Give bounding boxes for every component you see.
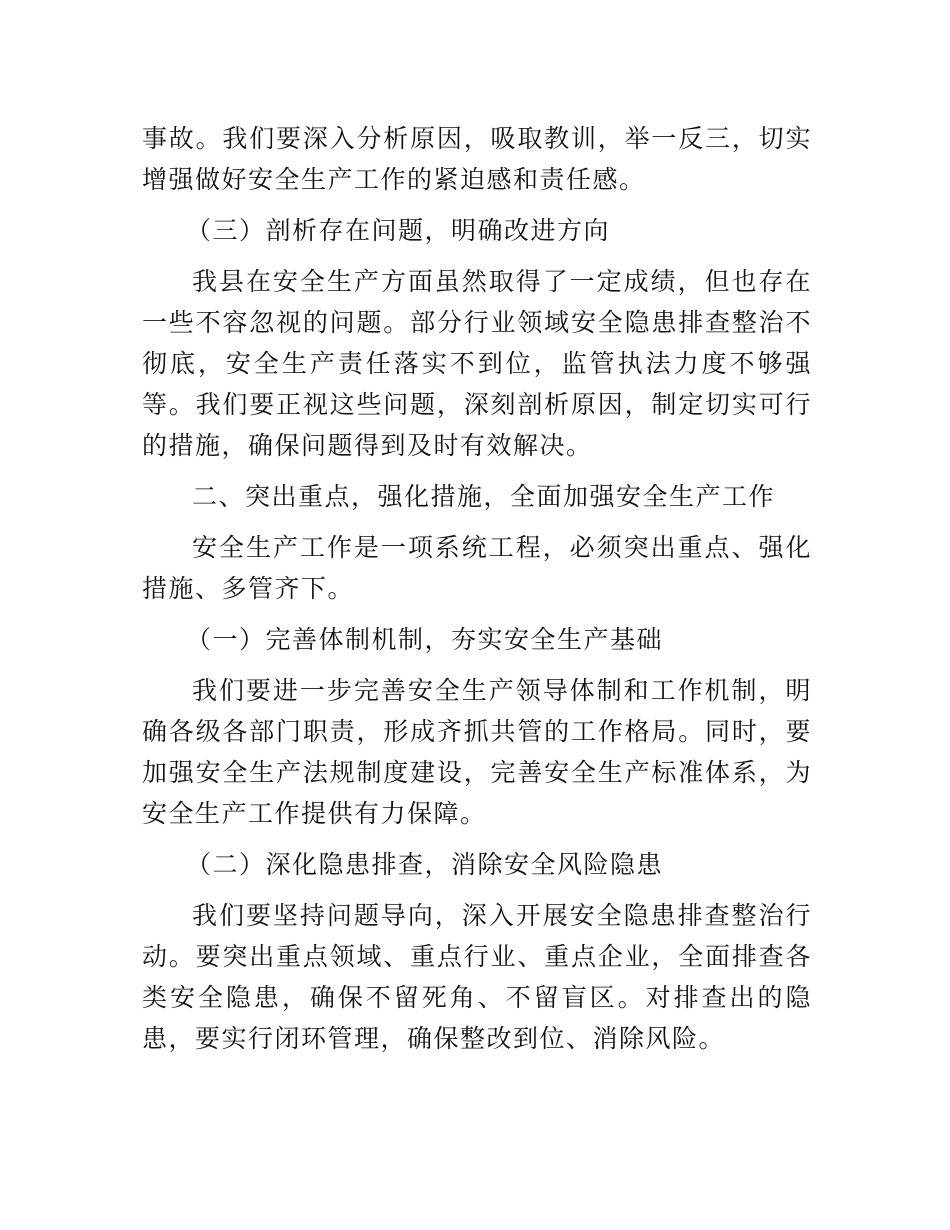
paragraph-mechanism: 我们要进一步完善安全生产领导体制和工作机制，明确各级各部门职责，形成齐抓共管的工作格局。同时，要加强安全生产法规制度建设，完善安全生产标准体系，为安全生产工作提供有力保障。 <box>142 676 812 828</box>
subheading-one: （一）完善体制机制，夯实安全生产基础 <box>186 625 664 654</box>
subheading-three: （三）剖析存在问题，明确改进方向 <box>186 216 611 245</box>
paragraph-system-engineering: 安全生产工作是一项系统工程，必须突出重点、强化措施、多管齐下。 <box>142 533 812 603</box>
section-heading-two: 二、突出重点，强化措施，全面加强安全生产工作 <box>192 482 776 511</box>
document-body <box>142 118 812 1059</box>
paragraph-problems: 我县在安全生产方面虽然取得了一定成绩，但也存在一些不容忽视的问题。部分行业领域安全隐患排查整治不彻底，安全生产责任落实不到位，监管执法力度不够强等。我们要正视这些问题，深刻剖析原因，制定切实可行的措施，确保问题得到及时有效解决。 <box>142 267 812 460</box>
subheading-two: （二）深化隐患排查，消除安全风险隐患 <box>186 850 664 879</box>
paragraph-hazard-inspection: 我们要坚持问题导向，深入开展安全隐患排查整治行动。要突出重点领域、重点行业、重点企业，全面排查各类安全隐患，确保不留死角、不留盲区。对排查出的隐患，要实行闭环管理，确保整改到位、消除风险。 <box>142 901 812 1053</box>
paragraph-continuation: 事故。我们要深入分析原因，吸取教训，举一反三，切实增强做好安全生产工作的紧迫感和责任感。 <box>142 124 812 194</box>
